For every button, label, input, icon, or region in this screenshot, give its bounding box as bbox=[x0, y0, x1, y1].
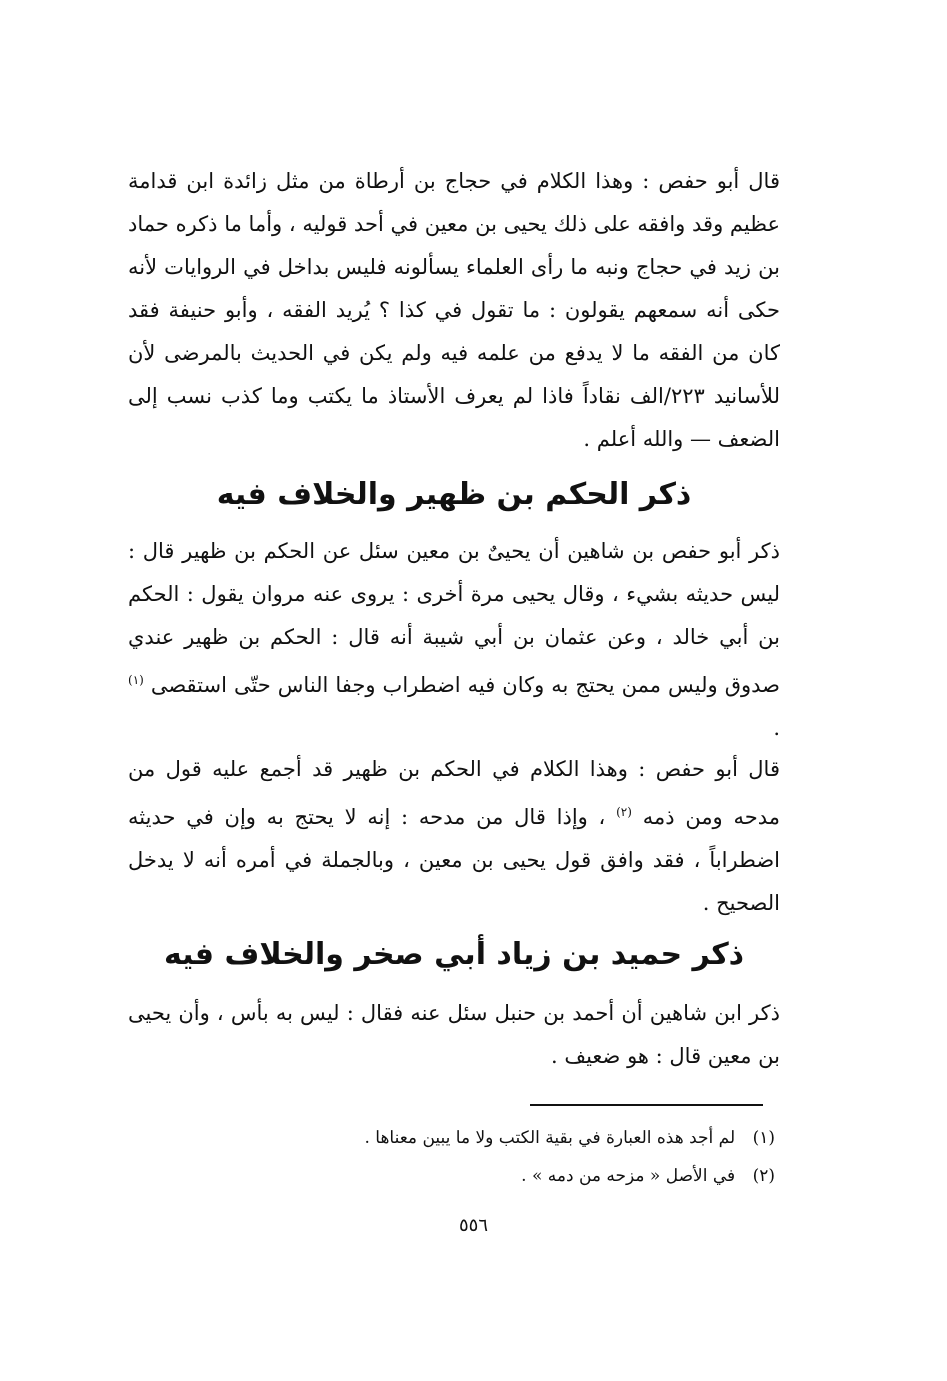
page-number: ٥٥٦ bbox=[458, 1215, 488, 1236]
paragraph-abu-hafs-hakam bbox=[128, 748, 780, 925]
footnote-ref-1[interactable]: (١) bbox=[128, 673, 144, 687]
footnote-2 bbox=[300, 1163, 775, 1189]
footnote-text: في الأصل « مزحه من دمه » . bbox=[521, 1166, 736, 1186]
paragraph-abu-hafs-hajjaj bbox=[128, 160, 780, 461]
footnote-separator bbox=[530, 1104, 763, 1106]
paragraph-humaid-narration bbox=[128, 992, 780, 1078]
paragraph-text-end: . bbox=[773, 716, 780, 740]
paragraph-text: ذكر ابن شاهين أن أحمد بن حنبل سئل عنه فقال : ليس به بأس ، وأن يحيى بن معين قال : هو ضعيف . bbox=[128, 1001, 780, 1068]
paragraph-text: ذكر أبو حفص بن شاهين أن يحيىٌ بن معين سئل عن الحكم بن ظهير قال : ليس حديثه بشيء ، وقال يحيى مرة أخرى : يروى عنه مروان يقول : الحكم بن أبي خالد ، وعن عثمان بن أبي شيبة أنه قال : الحكم بن ظهير عندي صدوق وليس ممن يحتج به وكان فيه اضطراب وجفا الناس حتّى استقصى bbox=[128, 539, 780, 697]
footnote-1 bbox=[300, 1125, 775, 1151]
footnote-number: (٢) bbox=[752, 1166, 775, 1186]
footnote-ref-2[interactable]: (٢) bbox=[616, 805, 632, 819]
paragraph-text-continued: ، وإذا قال من مدحه : إنه لا يحتج به وإن في حديثه اضطراباً ، فقد وافق قول يحيى بن معين ، وبالجملة في أمره أنه لا يدخل الصحيح . bbox=[128, 805, 780, 915]
footnote-text: لم أجد هذه العبارة في بقية الكتب ولا ما يبين معناها . bbox=[364, 1128, 736, 1148]
paragraph-text: قال أبو حفص : وهذا الكلام في الحكم بن ظهير قد أجمع عليه قول من مدحه ومن ذمه bbox=[128, 757, 780, 829]
section-heading-humaid-bin-ziyad: ذكر حميد بن زياد أبي صخر والخلاف فيه bbox=[163, 937, 745, 972]
paragraph-hakam-narration bbox=[128, 530, 780, 750]
paragraph-text: قال أبو حفص : وهذا الكلام في حجاج بن أرطاة من مثل زائدة ابن قدامة عظيم وقد وافقه على ذلك يحيى بن معين في أحد قوليه ، وأما ما ذكره حماد بن زيد في حجاج ونبه ما رأى العلماء يسألونه فليس بداخل في الروايات لأنه حكى أنه سمعهم يقولون : ما تقول في كذا ؟ يُريد الفقه ، وأبو حنيفة فقد كان من الفقه ما لا يدفع من علمه فيه ولم يكن في الحديث بالمرضى لأن للأسانيد ٢٢٣/الف نقاداً فاذا لم يعرف الأستاذ ما يكتب وما كذب نسب إلى الضعف — والله أعلم . bbox=[128, 169, 780, 451]
footnote-number: (١) bbox=[752, 1128, 775, 1148]
section-heading-hakam-bin-zuhair: ذكر الحكم بن ظهير والخلاف فيه bbox=[216, 477, 692, 512]
